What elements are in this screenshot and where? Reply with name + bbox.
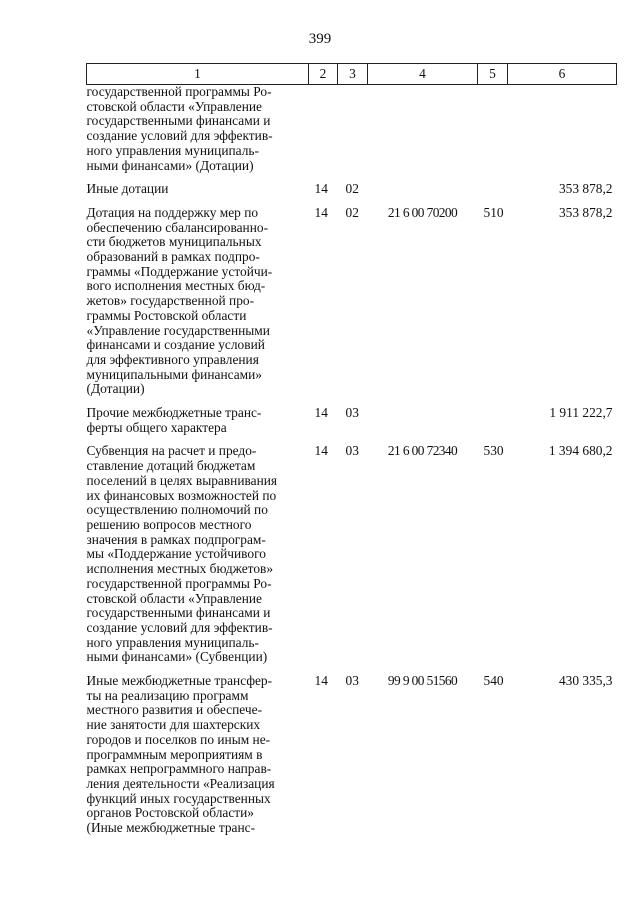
row-description: Прочие межбюджетные транс- ферты общего характера [86, 405, 262, 435]
row-section-code [309, 85, 338, 183]
table-row [87, 206, 617, 406]
row-target-article: 21 6 00 70200 [387, 204, 458, 220]
budget-table [86, 63, 617, 845]
row-amount [508, 85, 617, 183]
row-subsection-code: 02 [345, 181, 359, 197]
row-description: Субвенция на расчет и предо- ставление дотаций бюджетам поселений в целях выравнивания их финансовых возможностей по осуществлению полномочий по решению вопросов местного значения в рамках подпрограм- мы «Поддержание устойчивого исполнения местных бюджетов» государственной программы Ро- стовской области «Управление государственными финансами и создание условий для эффектив- ного управления муниципаль- ными финансами» (Субвенции) [86, 443, 278, 665]
row-section-code: 14 [314, 181, 328, 197]
row-expense-type: 510 [483, 204, 504, 220]
row-amount: 1 911 222,7 [549, 405, 613, 421]
row-section-code: 14 [314, 405, 328, 421]
row-amount: 353 878,2 [558, 181, 613, 197]
row-expense-type [478, 182, 508, 206]
column-header-2: 2 [309, 64, 338, 85]
row-expense-type [478, 406, 508, 444]
row-subsection-code: 03 [345, 443, 359, 459]
row-expense-type: 540 [483, 673, 504, 689]
row-section-code: 14 [314, 673, 328, 689]
row-amount: 1 394 680,2 [548, 443, 613, 459]
row-description: Иные дотации [86, 181, 169, 197]
table-row [87, 444, 617, 674]
row-target-article [368, 406, 478, 444]
table-header-row [87, 64, 617, 85]
row-subsection-code [338, 85, 368, 183]
row-amount: 353 878,2 [558, 204, 613, 220]
row-subsection-code: 03 [345, 405, 359, 421]
row-subsection-code: 03 [345, 673, 359, 689]
table-row [87, 406, 617, 444]
table-row [87, 182, 617, 206]
row-target-article: 99 9 00 51560 [387, 673, 458, 689]
row-target-article [368, 85, 478, 183]
row-description: Иные межбюджетные трансфер- ты на реализацию программ местного развития и обеспече- ние занятости для шахтерских городов и поселков по иным не- программным мероприятиям в рамках непрограммного направ- ления деятельности «Реализация функций иных государственных органов Ростовской области» (Иные межбюджетные транс- [86, 673, 275, 836]
row-target-article: 21 6 00 72340 [387, 443, 458, 459]
row-amount: 430 335,3 [558, 673, 613, 689]
table-row [87, 85, 617, 183]
column-header-6: 6 [508, 64, 617, 85]
row-expense-type: 530 [483, 443, 504, 459]
row-expense-type [478, 85, 508, 183]
row-description: государственной программы Ро- стовской области «Управление государственными финансами и создание условий для эффектив- ного управления муниципаль- ными финансами» (Дотации) [86, 84, 273, 173]
row-section-code: 14 [314, 443, 328, 459]
table-row [87, 674, 617, 845]
column-header-3: 3 [338, 64, 368, 85]
row-description: Дотация на поддержку мер по обеспечению сбалансированно- сти бюджетов муниципальных образований в рамках подпро- граммы «Поддержание устойчи- вого исполнения местных бюд- жетов» государственной про- граммы Ростовской области «Управление государственными финансами и создание условий для эффективного управления муниципальными финансами» (Дотации) [86, 204, 273, 397]
column-header-5: 5 [478, 64, 508, 85]
page-number: 399 [308, 31, 332, 47]
column-header-1: 1 [87, 64, 309, 85]
row-target-article [368, 182, 478, 206]
row-section-code: 14 [314, 204, 328, 220]
row-subsection-code: 02 [345, 204, 359, 220]
column-header-4: 4 [368, 64, 478, 85]
